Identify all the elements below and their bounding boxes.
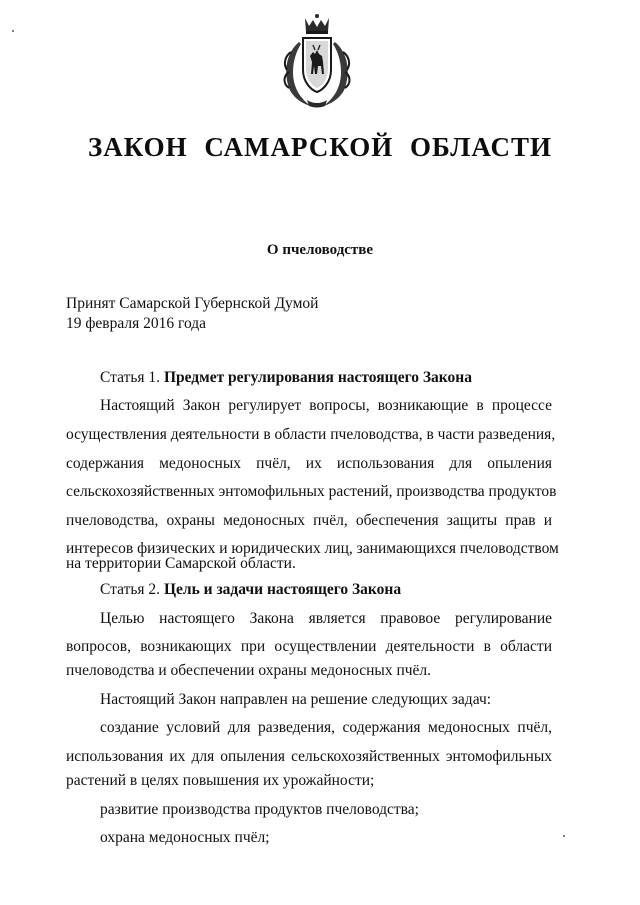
- adoption-line-1: Принят Самарской Губернской Думой: [66, 295, 319, 312]
- article-2-task1-line: создание условий для разведения, содержания медоносных пчёл,: [100, 719, 552, 736]
- samara-coat-of-arms-icon: [277, 12, 357, 112]
- article-1-line: интересов физических и юридических лиц, занимающихся пчеловодством: [66, 540, 559, 557]
- article-2-task3: охрана медоносных пчёл;: [100, 829, 270, 846]
- article-2-para1-line: Целью настоящего Закона является правовое регулирование: [100, 610, 552, 627]
- article-2-para2: Настоящий Закон направлен на решение следующих задач:: [100, 691, 492, 708]
- article-1-line: сельскохозяйственных энтомофильных растений, производства продуктов: [66, 483, 557, 500]
- article-2-para1-line: вопросов, возникающих при осуществлении деятельности в области: [66, 638, 552, 655]
- article-1-title: Предмет регулирования настоящего Закона: [163, 369, 472, 386]
- article-1-line: содержания медоносных пчёл, их использования для опыления: [66, 455, 552, 472]
- law-subtitle: О пчеловодстве: [266, 242, 374, 258]
- article-1-prefix: Статья 1.: [100, 369, 161, 386]
- article-1-line: осуществления деятельности в области пчеловодства, в части разведения,: [66, 426, 556, 443]
- article-1-heading: [100, 368, 472, 388]
- adoption-line-2: 19 февраля 2016 года: [66, 315, 207, 332]
- article-2-prefix: Статья 2.: [100, 581, 161, 598]
- article-2-heading: [100, 580, 401, 600]
- article-1-line: Настоящий Закон регулирует вопросы, возникающие в процессе: [100, 397, 552, 414]
- law-title: ЗАКОН САМАРСКОЙ ОБЛАСТИ: [88, 132, 552, 162]
- scan-speck: [12, 30, 14, 32]
- article-2-task1-line: растений в целях повышения их урожайности;: [66, 772, 375, 789]
- adoption-info: [66, 294, 318, 334]
- article-2-task1-line: использования их для опыления сельскохозяйственных энтомофильных: [66, 748, 552, 765]
- scan-speck: [563, 835, 565, 837]
- article-2-title: Цель и задачи настоящего Закона: [163, 581, 402, 598]
- article-2-para1-line: пчеловодства и обеспечении охраны медоносных пчёл.: [66, 662, 432, 679]
- article-1-line: пчеловодства, охраны медоносных пчёл, обеспечения защиты прав и: [66, 512, 552, 529]
- article-1-line: на территории Самарской области.: [66, 555, 296, 572]
- article-2-task2: развитие производства продуктов пчеловодства;: [100, 801, 419, 818]
